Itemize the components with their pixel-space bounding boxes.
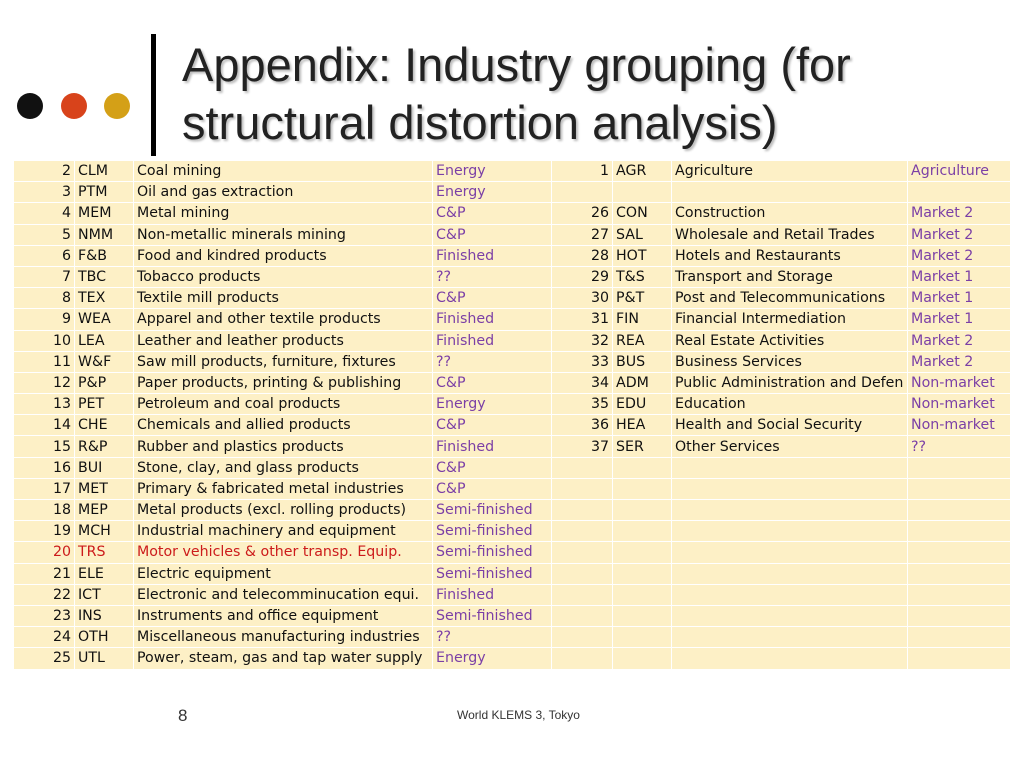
slide-number: 8 [178, 706, 188, 725]
table-row [14, 584, 1011, 605]
left-industry-name: Textile mill products [134, 288, 433, 309]
right-industry-name: Health and Social Security [672, 415, 908, 436]
right-industry-code: ADM [613, 372, 672, 393]
left-industry-group: ?? [433, 627, 552, 648]
left-industry-number: 20 [14, 542, 75, 563]
right-industry-number: 31 [552, 309, 613, 330]
title-line-1: Appendix: Industry grouping (for [182, 38, 851, 91]
table-row [14, 266, 1011, 287]
right-industry-group [908, 542, 1011, 563]
right-industry-number [552, 478, 613, 499]
left-industry-code: UTL [75, 648, 134, 669]
left-industry-group: Semi-finished [433, 521, 552, 542]
footer-conference: World KLEMS 3, Tokyo [457, 708, 580, 722]
left-industry-number: 18 [14, 500, 75, 521]
left-industry-group: ?? [433, 351, 552, 372]
left-industry-number: 2 [14, 161, 75, 182]
right-industry-code [613, 478, 672, 499]
right-industry-name: Agriculture [672, 161, 908, 182]
left-industry-code: LEA [75, 330, 134, 351]
right-industry-code: HEA [613, 415, 672, 436]
right-industry-name: Construction [672, 203, 908, 224]
left-industry-group: C&P [433, 478, 552, 499]
table-row [14, 394, 1011, 415]
right-industry-number: 37 [552, 436, 613, 457]
table-row [14, 245, 1011, 266]
right-industry-group: Market 1 [908, 266, 1011, 287]
left-industry-number: 7 [14, 266, 75, 287]
right-industry-number [552, 605, 613, 626]
right-industry-code [613, 521, 672, 542]
left-industry-group: Energy [433, 182, 552, 203]
right-industry-name [672, 182, 908, 203]
right-industry-group [908, 457, 1011, 478]
right-industry-name: Other Services [672, 436, 908, 457]
left-industry-group: Finished [433, 245, 552, 266]
left-industry-number: 16 [14, 457, 75, 478]
left-industry-name: Chemicals and allied products [134, 415, 433, 436]
left-industry-name: Electronic and telecomminucation equi. [134, 584, 433, 605]
right-industry-name [672, 478, 908, 499]
right-industry-code: SAL [613, 224, 672, 245]
right-industry-name [672, 500, 908, 521]
left-industry-number: 5 [14, 224, 75, 245]
right-industry-number [552, 584, 613, 605]
right-industry-group: Market 1 [908, 288, 1011, 309]
left-industry-name: Stone, clay, and glass products [134, 457, 433, 478]
left-industry-code: MEP [75, 500, 134, 521]
left-industry-number: 13 [14, 394, 75, 415]
right-industry-code [613, 500, 672, 521]
right-industry-name [672, 605, 908, 626]
right-industry-name: Post and Telecommunications [672, 288, 908, 309]
left-industry-number: 11 [14, 351, 75, 372]
table-row [14, 372, 1011, 393]
right-industry-number: 1 [552, 161, 613, 182]
left-industry-code: MCH [75, 521, 134, 542]
right-industry-name: Wholesale and Retail Trades [672, 224, 908, 245]
right-industry-name [672, 584, 908, 605]
right-industry-number [552, 182, 613, 203]
left-industry-number: 8 [14, 288, 75, 309]
left-industry-number: 14 [14, 415, 75, 436]
right-industry-group [908, 563, 1011, 584]
left-industry-code: CHE [75, 415, 134, 436]
right-industry-name: Financial Intermediation [672, 309, 908, 330]
right-industry-group [908, 584, 1011, 605]
right-industry-name [672, 563, 908, 584]
table-row [14, 309, 1011, 330]
right-industry-number [552, 521, 613, 542]
right-industry-number [552, 648, 613, 669]
left-industry-name: Miscellaneous manufacturing industries [134, 627, 433, 648]
right-industry-group: ?? [908, 436, 1011, 457]
left-industry-name: Tobacco products [134, 266, 433, 287]
left-industry-group: C&P [433, 288, 552, 309]
left-industry-code: PTM [75, 182, 134, 203]
left-industry-name: Metal products (excl. rolling products) [134, 500, 433, 521]
right-industry-number [552, 500, 613, 521]
left-industry-name: Saw mill products, furniture, fixtures [134, 351, 433, 372]
right-industry-group [908, 500, 1011, 521]
left-industry-group: Semi-finished [433, 542, 552, 563]
right-industry-number: 29 [552, 266, 613, 287]
right-industry-code: BUS [613, 351, 672, 372]
table-row [14, 436, 1011, 457]
left-industry-name: Primary & fabricated metal industries [134, 478, 433, 499]
right-industry-name: Business Services [672, 351, 908, 372]
right-industry-number [552, 542, 613, 563]
left-industry-number: 17 [14, 478, 75, 499]
left-industry-group: Finished [433, 309, 552, 330]
table-row [14, 542, 1011, 563]
left-industry-code: MEM [75, 203, 134, 224]
left-industry-code: INS [75, 605, 134, 626]
left-industry-name: Apparel and other textile products [134, 309, 433, 330]
right-industry-group: Non-market [908, 372, 1011, 393]
left-industry-name: Electric equipment [134, 563, 433, 584]
right-industry-code [613, 542, 672, 563]
right-industry-number [552, 563, 613, 584]
right-industry-code [613, 584, 672, 605]
right-industry-name: Hotels and Restaurants [672, 245, 908, 266]
right-industry-name [672, 457, 908, 478]
right-industry-group: Agriculture [908, 161, 1011, 182]
title-divider [151, 34, 156, 156]
right-industry-group [908, 521, 1011, 542]
left-industry-code: OTH [75, 627, 134, 648]
right-industry-code [613, 648, 672, 669]
right-industry-name [672, 627, 908, 648]
right-industry-number: 33 [552, 351, 613, 372]
left-industry-number: 24 [14, 627, 75, 648]
right-industry-group [908, 605, 1011, 626]
right-industry-name [672, 521, 908, 542]
right-industry-group: Non-market [908, 394, 1011, 415]
left-industry-number: 25 [14, 648, 75, 669]
right-industry-number: 36 [552, 415, 613, 436]
left-industry-code: ELE [75, 563, 134, 584]
left-industry-name: Food and kindred products [134, 245, 433, 266]
table-row [14, 500, 1011, 521]
left-industry-group: Energy [433, 648, 552, 669]
right-industry-code: REA [613, 330, 672, 351]
left-industry-code: W&F [75, 351, 134, 372]
right-industry-group: Non-market [908, 415, 1011, 436]
left-industry-name: Non-metallic minerals mining [134, 224, 433, 245]
right-industry-number: 30 [552, 288, 613, 309]
left-industry-number: 22 [14, 584, 75, 605]
table-row [14, 288, 1011, 309]
right-industry-code: SER [613, 436, 672, 457]
left-industry-number: 9 [14, 309, 75, 330]
right-industry-group: Market 1 [908, 309, 1011, 330]
bullet-dot-gold [104, 93, 130, 119]
left-industry-group: Finished [433, 584, 552, 605]
left-industry-code: ICT [75, 584, 134, 605]
right-industry-group: Market 2 [908, 224, 1011, 245]
left-industry-code: R&P [75, 436, 134, 457]
left-industry-number: 3 [14, 182, 75, 203]
right-industry-code: EDU [613, 394, 672, 415]
left-industry-name: Rubber and plastics products [134, 436, 433, 457]
left-industry-number: 19 [14, 521, 75, 542]
right-industry-number: 27 [552, 224, 613, 245]
table-row [14, 478, 1011, 499]
title-line-2: structural distortion analysis) [182, 96, 778, 149]
right-industry-group: Market 2 [908, 330, 1011, 351]
right-industry-group [908, 182, 1011, 203]
right-industry-code [613, 627, 672, 648]
right-industry-code [613, 182, 672, 203]
right-industry-code: FIN [613, 309, 672, 330]
right-industry-number: 26 [552, 203, 613, 224]
left-industry-code: PET [75, 394, 134, 415]
left-industry-number: 23 [14, 605, 75, 626]
left-industry-group: C&P [433, 372, 552, 393]
table-row [14, 521, 1011, 542]
right-industry-group [908, 648, 1011, 669]
right-industry-number: 34 [552, 372, 613, 393]
table-row [14, 182, 1011, 203]
right-industry-number: 35 [552, 394, 613, 415]
left-industry-group: Energy [433, 394, 552, 415]
right-industry-name [672, 648, 908, 669]
table-row [14, 330, 1011, 351]
right-industry-code [613, 457, 672, 478]
left-industry-group: C&P [433, 457, 552, 478]
right-industry-code: HOT [613, 245, 672, 266]
right-industry-group: Market 2 [908, 245, 1011, 266]
industry-table [13, 160, 1011, 670]
table-row [14, 224, 1011, 245]
left-industry-code: BUI [75, 457, 134, 478]
left-industry-number: 10 [14, 330, 75, 351]
bullet-dot-black [17, 93, 43, 119]
left-industry-name: Metal mining [134, 203, 433, 224]
left-industry-group: Energy [433, 161, 552, 182]
left-industry-name: Petroleum and coal products [134, 394, 433, 415]
left-industry-code: TRS [75, 542, 134, 563]
left-industry-code: NMM [75, 224, 134, 245]
left-industry-name: Oil and gas extraction [134, 182, 433, 203]
left-industry-group: Semi-finished [433, 563, 552, 584]
right-industry-code [613, 605, 672, 626]
left-industry-code: TBC [75, 266, 134, 287]
left-industry-name: Instruments and office equipment [134, 605, 433, 626]
table-row [14, 351, 1011, 372]
left-industry-number: 15 [14, 436, 75, 457]
left-industry-number: 6 [14, 245, 75, 266]
right-industry-code [613, 563, 672, 584]
right-industry-number: 28 [552, 245, 613, 266]
right-industry-group [908, 478, 1011, 499]
left-industry-group: Finished [433, 436, 552, 457]
bullet-dot-red [61, 93, 87, 119]
right-industry-number [552, 457, 613, 478]
right-industry-name: Education [672, 394, 908, 415]
left-industry-code: F&B [75, 245, 134, 266]
right-industry-number: 32 [552, 330, 613, 351]
table-row [14, 457, 1011, 478]
right-industry-name: Transport and Storage [672, 266, 908, 287]
right-industry-group [908, 627, 1011, 648]
table-row [14, 627, 1011, 648]
right-industry-group: Market 2 [908, 203, 1011, 224]
left-industry-group: Finished [433, 330, 552, 351]
left-industry-name: Motor vehicles & other transp. Equip. [134, 542, 433, 563]
table-row [14, 563, 1011, 584]
left-industry-name: Industrial machinery and equipment [134, 521, 433, 542]
right-industry-code: CON [613, 203, 672, 224]
table-row [14, 161, 1011, 182]
table-row [14, 648, 1011, 669]
table-row [14, 203, 1011, 224]
right-industry-group: Market 2 [908, 351, 1011, 372]
left-industry-name: Paper products, printing & publishing [134, 372, 433, 393]
left-industry-group: C&P [433, 224, 552, 245]
left-industry-group: ?? [433, 266, 552, 287]
right-industry-name [672, 542, 908, 563]
left-industry-code: WEA [75, 309, 134, 330]
left-industry-group: C&P [433, 415, 552, 436]
left-industry-code: MET [75, 478, 134, 499]
right-industry-number [552, 627, 613, 648]
right-industry-code: T&S [613, 266, 672, 287]
left-industry-name: Coal mining [134, 161, 433, 182]
left-industry-code: TEX [75, 288, 134, 309]
left-industry-name: Leather and leather products [134, 330, 433, 351]
left-industry-number: 21 [14, 563, 75, 584]
left-industry-group: C&P [433, 203, 552, 224]
right-industry-name: Real Estate Activities [672, 330, 908, 351]
right-industry-name: Public Administration and Defen [672, 372, 908, 393]
table-row [14, 415, 1011, 436]
left-industry-name: Power, steam, gas and tap water supply [134, 648, 433, 669]
slide-title [182, 36, 1002, 152]
right-industry-code: AGR [613, 161, 672, 182]
left-industry-code: P&P [75, 372, 134, 393]
table-row [14, 605, 1011, 626]
left-industry-code: CLM [75, 161, 134, 182]
right-industry-code: P&T [613, 288, 672, 309]
left-industry-group: Semi-finished [433, 500, 552, 521]
left-industry-number: 12 [14, 372, 75, 393]
left-industry-group: Semi-finished [433, 605, 552, 626]
left-industry-number: 4 [14, 203, 75, 224]
